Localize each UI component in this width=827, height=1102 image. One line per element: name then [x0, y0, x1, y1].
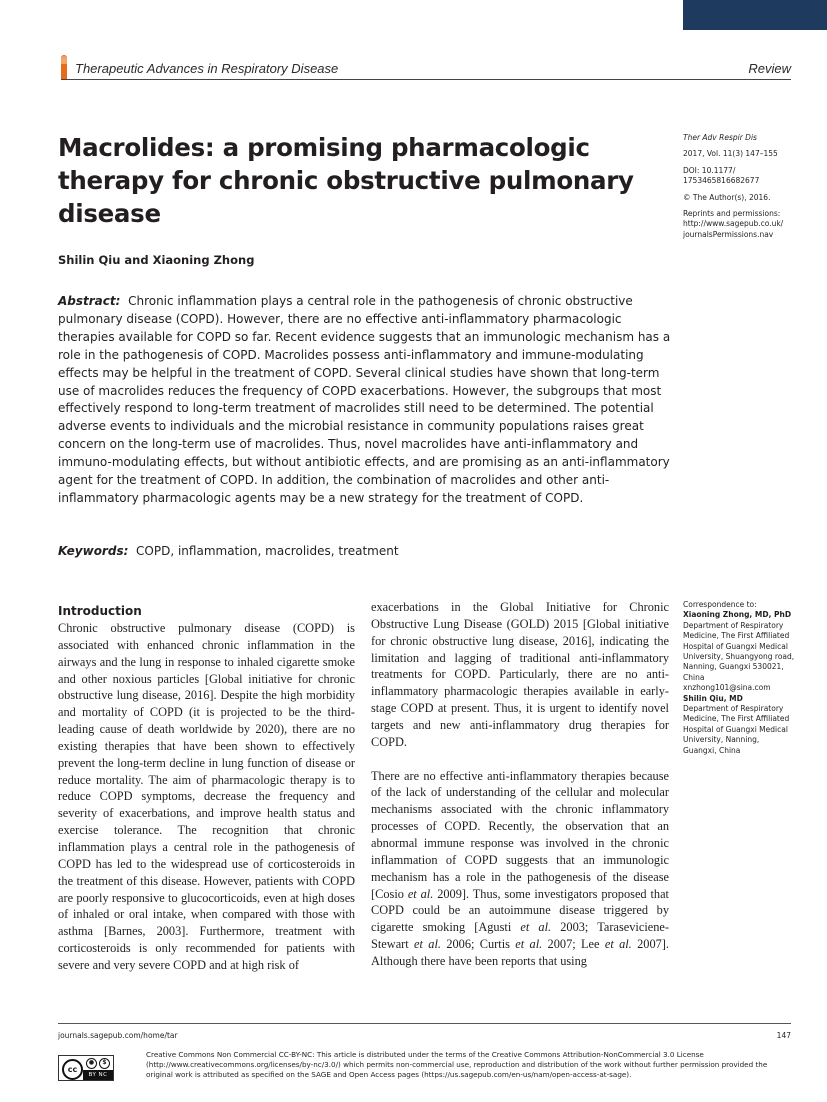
doi-value[interactable]: 1753465816682677	[683, 176, 760, 186]
journal-abbrev: Ther Adv Respir Dis	[683, 133, 757, 142]
license-text: Creative Commons Non Commercial CC-BY-NC: This article is distributed under the terms of the Creative Commons Attribution-NonCommercial 3.0 License (http://www.creativecommons.org/licenses/by-nc/3.0/) which permits non-commercial use, reproduction and distribution of the work without further permission provided the original work is attributed as specified on the SAGE and Open Access pages (https://us.sagepub.com/en-us/nam/open-access-at-sage).	[146, 1050, 768, 1080]
cc-strip-label: BY NC	[83, 1070, 113, 1080]
page-number: 147	[776, 1031, 791, 1040]
non-commercial-icon: $	[99, 1058, 110, 1069]
reprints-link[interactable]: http://www.sagepub.co.uk/	[683, 219, 784, 229]
body-column-left	[58, 620, 355, 974]
body-column-right	[371, 599, 669, 970]
abstract: Abstract: Chronic inflammation plays a central role in the pathogenesis of chronic obstructive pulmonary disease (COPD). However, there are no effective anti-inflammatory pharmacologic therapies available for COPD so far. Recent evidence suggests that an immunologic mechanism has a role in the pathogenesis of COPD. Macrolides possess anti-inflammatory and immune-modulating effects may be helpful in the treatment of COPD. Several clinical studies have shown that long-term use of macrolides reduces the frequency of COPD exacerbations. However, the subgroups that most effectively respond to long-term treatment of macrolides still need to be determined. The potential adverse events to individuals and the microbial resistance in community populations raises great concern on the long-term use of macrolides. Thus, novel macrolides have anti-inflammatory and immuno-modulating effects, but without antibiotic effects, and are promising as an anti-inflammatory agent for the treatment of COPD. In addition, the combination of macrolides and other anti-inflammatory pharmacologic agents may be a new strategy for the treatment of COPD.	[58, 294, 671, 505]
section-heading-introduction: Introduction	[58, 604, 142, 618]
person-icon: ●	[86, 1058, 97, 1069]
cc-license-badge-icon	[58, 1055, 114, 1081]
footer-divider	[58, 1023, 791, 1024]
correspondence-block	[683, 600, 795, 756]
correspondence-label: Correspondence to:	[683, 600, 757, 609]
journal-accent-cap-icon	[61, 56, 67, 64]
second-author-affiliation: Department of Respiratory Medicine, The First Affiliated Hospital of Guangxi Medical University, Nanning, Guangxi, China	[683, 704, 790, 755]
keywords	[58, 544, 399, 558]
keywords-label: Keywords:	[58, 544, 129, 558]
header-divider	[61, 79, 791, 80]
intro-paragraph-3: There are no effective anti-inflammatory therapies because of the lack of understanding of the cellular and molecular mechanisms associated with the chronic inflammatory processes of COPD. Recently, the observation that an abnormal immune response was involved in the chronic inflammation of COPD suggests that an immunologic mechanism has a role in the pathogenesis of the disease [Cosio et al. 2009]. Thus, some investigators proposed that COPD could be an autoimmune disease triggered by cigarette smoking [Agusti et al. 2003; Taraseviciene-Stewart et al. 2006; Curtis et al. 2007; Lee et al. 2007]. Although there have been reports that using	[371, 768, 670, 968]
second-author-name: Shilin Qiu, MD	[683, 693, 743, 703]
copyright: © The Author(s), 2016.	[683, 192, 771, 202]
journal-url[interactable]: journals.sagepub.com/home/tar	[58, 1031, 178, 1040]
reprints-label: Reprints and permissions:	[683, 209, 781, 219]
doi-label: DOI: 10.1177/	[683, 165, 736, 175]
cc-icon: cc	[62, 1059, 83, 1080]
abstract-label: Abstract	[58, 294, 116, 308]
article-type-label: Review	[748, 61, 791, 76]
journal-name: Therapeutic Advances in Respiratory Disease	[75, 61, 339, 76]
abstract-text: Chronic inflammation plays a central role in the pathogenesis of chronic obstructive pulmonary disease (COPD). However, there are no effective anti-inflammatory pharmacologic therapies available for COPD so far. Recent evidence suggests that an immunologic mechanism has a role in the pathogenesis of COPD. Macrolides possess anti-inflammatory and immune-modulating effects may be helpful in the treatment of COPD. Several clinical studies have shown that long-term use of macrolides reduces the frequency of COPD exacerbations. However, the subgroups that most effectively respond to long-term treatment of macrolides still need to be determined. The potential adverse events to individuals and the microbial resistance in community populations raises great concern on the long-term use of macrolides. Thus, novel macrolides have anti-inflammatory and immuno-modulating effects, but without antibiotic effects, and are promising as an anti-inflammatory agent for the treatment of COPD. In addition, the combination of macrolides and other anti-inflammatory pharmacologic agents may be a new strategy for the treatment of COPD.	[58, 294, 671, 505]
author-list: Shilin Qiu and Xiaoning Zhong	[58, 253, 255, 267]
article-title: Macrolides: a promising pharmacologic therapy for chronic obstructive pulmonary disease	[58, 133, 634, 228]
corner-color-block	[683, 0, 827, 30]
reprints-link-cont[interactable]: journalsPermissions.nav	[683, 229, 774, 239]
keywords-text: COPD, inflammation, macrolides, treatment	[136, 544, 399, 558]
article-metadata	[683, 133, 813, 240]
citation: 2017, Vol. 11(3) 147–155	[683, 149, 778, 159]
corresponding-author-email[interactable]: xnzhong101@sina.com	[683, 683, 771, 693]
corresponding-author-affiliation: Department of Respiratory Medicine, The First Affiliated Hospital of Guangxi Medical University, Shuangyong road, Nanning, Guangxi 530021, China	[683, 620, 795, 682]
intro-paragraph-1: Chronic obstructive pulmonary disease (COPD) is associated with enhanced chronic inflammation in the airways and the lung in response to inhaled cigarette smoke and other noxious particles [Global initiative for chronic obstructive lung disease, 2016]. Despite the high morbidity and mortality of COPD (it is projected to be the third-leading cause of death worldwide by 2020), there are no existing therapies that have been shown to effectively prevent the long-term decline in lung function of disease or reduce mortality. The aim of pharmacologic therapy is to reduce COPD symptoms, decrease the frequency and severity of exacerbations, and improve health status and exercise tolerance. The recognition that chronic inflammation plays a central role in the pathogenesis of COPD has led to the widespread use of corticosteroids in the treatment of this disease. However, patients with COPD are poorly responsive to glucocorticoids, even at high doses of inhaled or oral intake, when compared with those with asthma [Barnes, 2003]. Furthermore, treatment with corticosteroids is only recommended for patients with severe and very severe COPD and at high risk of	[58, 621, 355, 972]
corresponding-author-name: Xiaoning Zhong, MD, PhD	[683, 610, 792, 620]
intro-paragraph-2: exacerbations in the Global Initiative for Chronic Obstructive Lung Disease (GOLD) 2015 [Global initiative for chronic obstructive lung disease, 2016], indicating the limitation and lagging of traditional anti-inflammatory treatments for COPD. Particularly, there are no anti-inflammatory pharmacologic therapies available in early-stage COPD at present. Thus, it is urgent to identify novel targets and new anti-inflammatory drug therapies for COPD.	[371, 600, 669, 749]
